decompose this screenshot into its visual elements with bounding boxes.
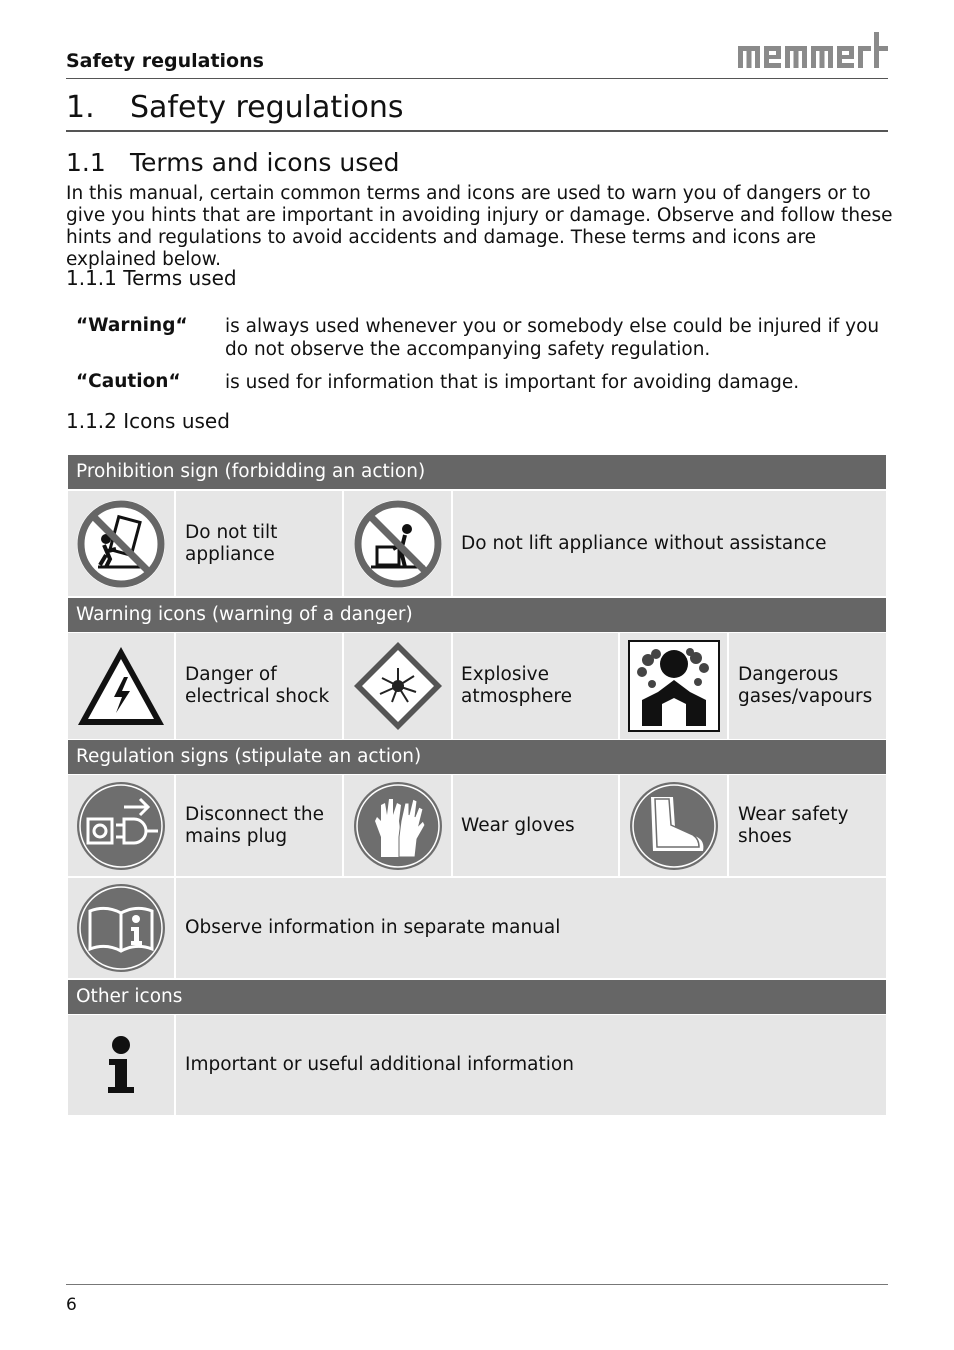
no-lift-alone-icon [353, 499, 443, 589]
disconnect-plug-label [176, 775, 342, 876]
dangerous-gases-text: Dangerous gases/vapours [738, 664, 873, 707]
electrical-shock-text: Danger of electrical shock [185, 664, 330, 707]
disconnect-plug-text: Disconnect the mains plug [185, 803, 325, 847]
dangerous-gases-cell [620, 633, 727, 739]
dangerous-gases-icon [628, 640, 720, 732]
gloves-icon [353, 781, 443, 871]
manual-info-icon [76, 883, 166, 973]
safety-shoes-text: Wear safety shoes [738, 803, 849, 847]
info-text: Important or useful additional information [185, 1054, 574, 1075]
footer-rule [66, 1284, 888, 1285]
section-heading [66, 148, 399, 177]
page-number: 6 [66, 1295, 77, 1315]
safety-shoes-cell [620, 775, 727, 876]
chapter-heading [66, 90, 888, 125]
explosive-text: Explosive atmosphere [461, 664, 572, 707]
no-tilt-label [176, 491, 342, 596]
no-tilt-icon [76, 499, 166, 589]
other-band: Other icons [68, 980, 886, 1014]
manual-info-cell [68, 878, 174, 978]
manual-info-label [176, 878, 886, 978]
section-number: 1.1 [66, 148, 106, 177]
running-header: Safety regulations [66, 50, 264, 72]
chapter-title: Safety regulations [130, 90, 404, 125]
safety-shoes-icon [629, 781, 719, 871]
electrical-shock-label [176, 633, 342, 739]
prohibition-band: Prohibition sign (forbidding an action) [68, 455, 886, 489]
chapter-rule [66, 130, 888, 132]
header-rule [66, 78, 888, 79]
electrical-shock-cell [68, 633, 174, 739]
term-caution-desc: is used for information that is important for avoiding damage. [225, 372, 800, 393]
memmert-logo [738, 32, 888, 72]
icons-heading: 1.1.2 Icons used [66, 409, 230, 433]
electrical-shock-icon [76, 645, 166, 727]
info-cell [68, 1015, 174, 1115]
gloves-label [453, 775, 618, 876]
regulation-band: Regulation signs (stipulate an action) [68, 740, 886, 774]
chapter-number: 1. [66, 90, 95, 125]
term-caution: “Caution“ [76, 371, 181, 392]
terms-heading: 1.1.1 Terms used [66, 266, 237, 290]
no-lift-cell [344, 491, 451, 596]
term-warning-desc: is always used whenever you or somebody else could be injured if you do not observe the accompanying safety regulation. [225, 316, 880, 360]
warning-band: Warning icons (warning of a danger) [68, 598, 886, 632]
no-tilt-text: Do not tilt appliance [185, 521, 278, 565]
explosive-label [453, 633, 618, 739]
no-lift-label [453, 491, 886, 596]
dangerous-gases-label [729, 633, 886, 739]
gloves-text: Wear gloves [461, 814, 575, 836]
no-tilt-cell [68, 491, 174, 596]
disconnect-plug-cell [68, 775, 174, 876]
term-warning: “Warning“ [76, 315, 188, 336]
no-lift-text: Do not lift appliance without assistance [461, 532, 827, 554]
disconnect-plug-icon [76, 781, 166, 871]
gloves-cell [344, 775, 451, 876]
explosive-cell [344, 633, 451, 739]
explosive-icon [352, 640, 444, 732]
info-label [176, 1015, 886, 1115]
safety-shoes-label [729, 775, 886, 876]
manual-info-text: Observe information in separate manual [185, 917, 561, 938]
section-title: Terms and icons used [130, 148, 400, 177]
intro-paragraph: In this manual, certain common terms and icons are used to warn you of dangers or to give you hints that are important in avoiding injury or damage. Observe and follow these hints and regulations to avoid accidents and damage. These terms and icons are explained below. [66, 183, 893, 270]
info-icon [101, 1035, 141, 1095]
